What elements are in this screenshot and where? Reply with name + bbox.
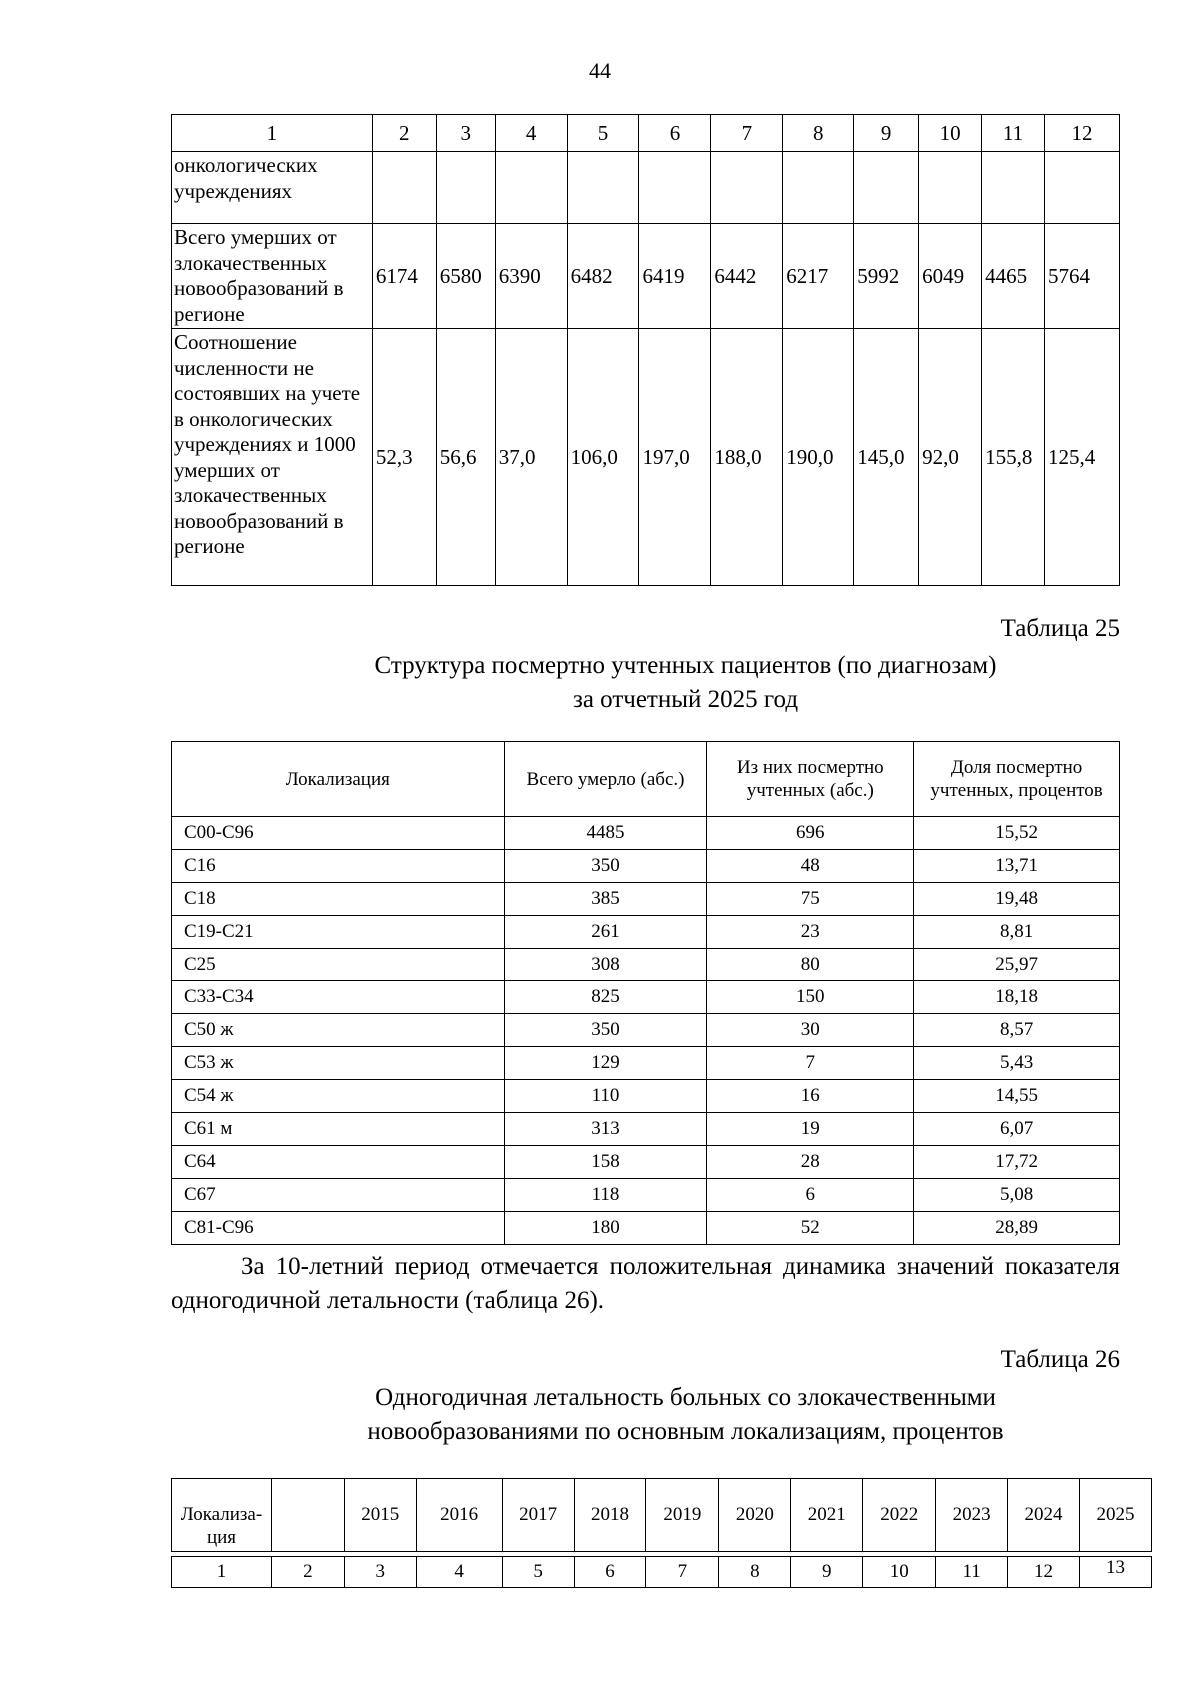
year-cell: 2015	[344, 1479, 416, 1552]
table-cell: 16	[707, 1080, 914, 1113]
table-cell: 6174	[372, 224, 436, 329]
table-cell: 75	[707, 882, 914, 915]
table-previous-continuation	[171, 114, 1120, 586]
table-row	[172, 849, 1120, 882]
table-row	[172, 1211, 1120, 1244]
column-number-cell: 12	[1008, 1557, 1080, 1588]
table-cell: 80	[707, 948, 914, 981]
year-cell: 2016	[416, 1479, 502, 1552]
table-cell: 6	[707, 1178, 914, 1211]
table-cell: 118	[504, 1178, 707, 1211]
year-cell: 2018	[574, 1479, 646, 1552]
table-cell: 4485	[504, 817, 707, 850]
table-cell: 4465	[982, 224, 1045, 329]
table-cell: 158	[504, 1145, 707, 1178]
column-number-cell: 11	[936, 1557, 1008, 1588]
table-cell: 6,07	[914, 1113, 1120, 1146]
table-cell: 150	[707, 981, 914, 1014]
column-number-cell: 10	[863, 1557, 936, 1588]
table-26	[171, 1478, 1152, 1588]
table-row	[172, 981, 1120, 1014]
header-cell: 5	[567, 115, 639, 152]
column-number-cell: 3	[344, 1557, 416, 1588]
header-cell: 4	[495, 115, 567, 152]
header-cell: 11	[982, 115, 1045, 152]
table-cell: 129	[504, 1047, 707, 1080]
body-paragraph: За 10-летний период отмечается положительная динамика значений показателя одногодичной летальности (таблица 26).	[171, 1253, 1120, 1314]
table-row	[172, 817, 1120, 850]
header-cell: 7	[711, 115, 783, 152]
table-cell: 385	[504, 882, 707, 915]
table-cell: 110	[504, 1080, 707, 1113]
table-cell: 8,57	[914, 1014, 1120, 1047]
column-number-cell: 7	[646, 1557, 719, 1588]
column-number-cell: 8	[719, 1557, 791, 1588]
table-cell	[854, 152, 919, 224]
localization-cell: C50 ж	[172, 1014, 505, 1047]
table25-body	[172, 817, 1120, 1245]
table-row	[172, 1178, 1120, 1211]
header-cell: 12	[1045, 115, 1120, 152]
table-row	[172, 224, 1120, 329]
table-cell: 19,48	[914, 882, 1120, 915]
localization-cell: C19-C21	[172, 915, 505, 948]
table-cell: 30	[707, 1014, 914, 1047]
table-cell	[982, 152, 1045, 224]
year-cell: 2017	[502, 1479, 574, 1552]
localization-cell: C64	[172, 1145, 505, 1178]
localization-cell: C54 ж	[172, 1080, 505, 1113]
table-cell: 106,0	[567, 329, 639, 586]
table-cell: 5992	[854, 224, 919, 329]
table-cell: 18,18	[914, 981, 1120, 1014]
table-cell	[1045, 152, 1120, 224]
table-cell: 23	[707, 915, 914, 948]
header-cell: Всего умерло (абс.)	[504, 742, 707, 817]
table-cell: 7	[707, 1047, 914, 1080]
header-cell: Доля посмертно учтенных, процентов	[914, 742, 1120, 817]
table-row	[172, 1014, 1120, 1047]
header-cell: 1	[172, 115, 373, 152]
localization-cell: C53 ж	[172, 1047, 505, 1080]
localization-cell: C81-C96	[172, 1211, 505, 1244]
table26-label: Таблица 26	[1000, 1346, 1120, 1373]
column-number-cell: 9	[791, 1557, 863, 1588]
table-cell: 6049	[919, 224, 982, 329]
table-cell: 6217	[783, 224, 854, 329]
table-cell: 825	[504, 981, 707, 1014]
table-cell	[436, 152, 495, 224]
table-cell: 8,81	[914, 915, 1120, 948]
table-cell: 125,4	[1045, 329, 1120, 586]
header-cell-localization: Локализа-ция	[172, 1479, 272, 1552]
table-cell	[919, 152, 982, 224]
table-cell: 37,0	[495, 329, 567, 586]
table-cell: 696	[707, 817, 914, 850]
table-row	[172, 329, 1120, 586]
table-cell: 5,43	[914, 1047, 1120, 1080]
table-cell: 17,72	[914, 1145, 1120, 1178]
table-row	[172, 1113, 1120, 1146]
table26-title-line1: Одногодичная летальность больных со злокачественными	[375, 1384, 996, 1411]
table25-label: Таблица 25	[1000, 615, 1120, 642]
table-cell: 48	[707, 849, 914, 882]
table-cell	[639, 152, 711, 224]
table-cell: 13,71	[914, 849, 1120, 882]
page-number: 44	[589, 58, 611, 83]
localization-cell: C33-C34	[172, 981, 505, 1014]
table-cell: 28	[707, 1145, 914, 1178]
table-cell: 145,0	[854, 329, 919, 586]
table-cell: 188,0	[711, 329, 783, 586]
table-cell	[783, 152, 854, 224]
column-number-row	[172, 1557, 1152, 1588]
column-number-cell: 13	[1080, 1557, 1152, 1588]
table-cell: 313	[504, 1113, 707, 1146]
localization-cell: C00-C96	[172, 817, 505, 850]
table-row	[172, 882, 1120, 915]
table-25	[171, 741, 1120, 1245]
header-cell: 10	[919, 115, 982, 152]
table-row	[172, 1145, 1120, 1178]
table-cell: 350	[504, 849, 707, 882]
localization-cell: C61 м	[172, 1113, 505, 1146]
table-cell: 15,52	[914, 817, 1120, 850]
table-cell: 92,0	[919, 329, 982, 586]
table-cell: 6580	[436, 224, 495, 329]
header-cell	[271, 1479, 344, 1552]
table-cell: 350	[504, 1014, 707, 1047]
table-cell: 155,8	[982, 329, 1045, 586]
localization-cell: C18	[172, 882, 505, 915]
year-cell: 2019	[646, 1479, 719, 1552]
table-cell: 25,97	[914, 948, 1120, 981]
table-cell: 197,0	[639, 329, 711, 586]
header-cell: Локализация	[172, 742, 505, 817]
table25-title-line2: за отчетный 2025 год	[572, 686, 799, 713]
table-cell: 6390	[495, 224, 567, 329]
year-cell: 2020	[719, 1479, 791, 1552]
table-cell	[495, 152, 567, 224]
table-cell	[372, 152, 436, 224]
table-cell: 308	[504, 948, 707, 981]
table-row	[172, 1080, 1120, 1113]
table-cell: 6442	[711, 224, 783, 329]
table-cell: 56,6	[436, 329, 495, 586]
table-cell: 180	[504, 1211, 707, 1244]
localization-cell: C16	[172, 849, 505, 882]
table-row	[172, 1047, 1120, 1080]
table-cell: 5764	[1045, 224, 1120, 329]
year-cell: 2022	[863, 1479, 936, 1552]
table-cell: 5,08	[914, 1178, 1120, 1211]
year-cell: 2023	[936, 1479, 1008, 1552]
year-cell: 2025	[1080, 1479, 1152, 1552]
table-cell: 52,3	[372, 329, 436, 586]
column-number-cell: 2	[271, 1557, 344, 1588]
header-row	[172, 742, 1120, 817]
column-number-cell: 6	[574, 1557, 646, 1588]
header-row	[172, 1479, 1152, 1552]
column-number-cell: 5	[502, 1557, 574, 1588]
header-cell: 3	[436, 115, 495, 152]
table-row	[172, 915, 1120, 948]
header-cell: 9	[854, 115, 919, 152]
column-number-cell: 1	[172, 1557, 272, 1588]
table-cell: 28,89	[914, 1211, 1120, 1244]
table-cell	[711, 152, 783, 224]
header-row	[172, 115, 1120, 152]
table-cell: 6419	[639, 224, 711, 329]
table-cell: 19	[707, 1113, 914, 1146]
year-cell: 2021	[791, 1479, 863, 1552]
table-cell: 190,0	[783, 329, 854, 586]
table-cell: 14,55	[914, 1080, 1120, 1113]
year-cell: 2024	[1008, 1479, 1080, 1552]
header-cell: 2	[372, 115, 436, 152]
table-row	[172, 152, 1120, 224]
column-number-cell: 4	[416, 1557, 502, 1588]
table-cell: 261	[504, 915, 707, 948]
header-cell: 8	[783, 115, 854, 152]
table-cell: 52	[707, 1211, 914, 1244]
table25-title-line1: Структура посмертно учтенных пациентов (по диагнозам)	[374, 652, 997, 679]
header-cell: 6	[639, 115, 711, 152]
table-row	[172, 948, 1120, 981]
table-cell: 6482	[567, 224, 639, 329]
table26-title-line2: новообразованиями по основным локализациям, процентов	[367, 1418, 1004, 1445]
localization-cell: C25	[172, 948, 505, 981]
table-cell	[567, 152, 639, 224]
localization-cell: C67	[172, 1178, 505, 1211]
row-label: онкологических учреждениях	[172, 152, 373, 224]
header-cell: Из них посмертно учтенных (абс.)	[707, 742, 914, 817]
row-label: Соотношение численности не состоявших на учете в онкологических учреждениях и 1000 умерших от злокачественных новообразований в регионе	[172, 329, 373, 586]
row-label: Всего умерших от злокачественных новообразований в регионе	[172, 224, 373, 329]
